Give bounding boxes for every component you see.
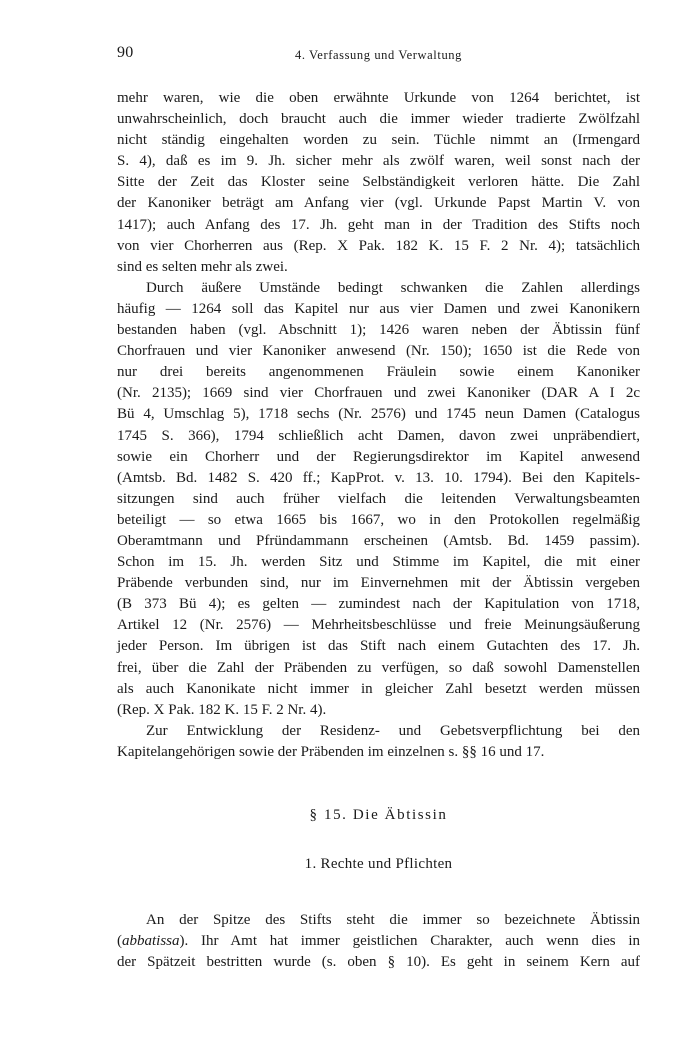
paragraph-1 — [117, 88, 640, 278]
text-line: Artikel 12 (Nr. 2576) — Mehrheitsbeschlüsse und freie Meinungsäußerung — [117, 617, 640, 634]
text-line: nur drei bereits angenommenen Fräulein sowie einem Kanoniker — [117, 364, 640, 381]
text-line: nicht ständig eingehalten worden zu sein. Tüchle nimmt an (Irmengard — [117, 132, 640, 149]
subsection-heading: 1. Rechte und Pflichten — [304, 856, 453, 873]
text-line: bestanden haben (vgl. Abschnitt 1); 1426 waren neben der Äbtissin fünf — [117, 322, 640, 339]
spacer — [117, 826, 640, 854]
text-line: 1745 S. 366), 1794 schließlich acht Damen, davon zwei unpräbendiert, — [117, 427, 640, 444]
text-line: (Nr. 2135); 1669 sind vier Chorfrauen und zwei Kanoniker (DAR A I 2c — [117, 385, 640, 402]
text-line: (Rep. X Pak. 182 K. 15 F. 2 Nr. 4). — [117, 701, 327, 718]
text-line: häufig — 1264 soll das Kapitel nur aus vier Damen und zwei Kanonikern — [117, 300, 640, 317]
text-line: 1417); auch Anfang des 17. Jh. geht man in der Tradition des Stifts noch — [117, 216, 640, 233]
text-line: sitzungen sind auch früher vielfach die leitenden Verwaltungsbeamten — [117, 490, 640, 507]
spacer — [117, 763, 640, 805]
text-line: von vier Chorherren aus (Rep. X Pak. 182 K. 15 F. 2 Nr. 4); tatsächlich — [117, 237, 640, 254]
text-line: Chorfrauen und vier Kanoniker anwesend (Nr. 150); 1650 ist die Rede von — [117, 343, 640, 360]
text-line: als auch Kanonikate nicht immer in gleicher Zahl besetzt werden müssen — [117, 680, 640, 697]
text-line: frei, über die Zahl der Präbenden zu verfügen, so daß sowohl Damenstellen — [117, 659, 640, 676]
text-line: sind es selten mehr als zwei. — [117, 258, 288, 275]
text-line: der Kanoniker beträgt am Anfang vier (vgl. Urkunde Papst Martin V. von — [117, 195, 640, 212]
text-line: (Amtsb. Bd. 1482 S. 420 ff.; KapProt. v. 13. 10. 1794). Bei den Kapitels- — [117, 469, 640, 486]
text-line: mehr waren, wie die oben erwähnte Urkunde von 1264 berichtet, ist — [117, 90, 640, 106]
text-line: Schon im 15. Jh. werden Sitz und Stimme im Kapitel, die mit einer — [117, 554, 640, 571]
spacer — [117, 875, 640, 910]
text-run: ). Ihr Amt hat immer geistlichen Charakter, auch wenn dies in — [179, 933, 640, 950]
latin-term: abbatissa — [122, 933, 180, 950]
text-line: (B 373 Bü 4); es gelten — zumindest nach der Kapitulation von 1718, — [117, 596, 640, 613]
running-title: 4. Verfassung und Verwaltung — [294, 48, 462, 62]
text-line: S. 4), daß es im 9. Jh. sicher mehr als zwölf waren, weil sonst nach der — [117, 153, 640, 170]
text-line: Kapitelangehörigen sowie der Präbenden im einzelnen s. §§ 16 und 17. — [117, 743, 545, 760]
text-line: Oberamtmann und Pfründammann erscheinen (Amtsb. Bd. 1459 passim). — [117, 532, 640, 549]
text-line: Bü 4, Umschlag 5), 1718 sechs (Nr. 2576) und 1745 neun Damen (Catalogus — [117, 406, 640, 423]
paragraph-4 — [117, 910, 640, 973]
text-line — [117, 931, 640, 952]
paragraph-2 — [117, 278, 640, 721]
text-line: Präbende verbunden sind, nur im Einvernehmen mit der Äbtissin vergeben — [117, 575, 640, 592]
paragraph-3 — [117, 721, 640, 763]
text-line: Durch äußere Umstände bedingt schwanken die Zahlen allerdings — [146, 279, 640, 296]
text-run: ( — [117, 933, 122, 950]
text-line: der Spätzeit bestritten wurde (s. oben § 10). Es geht in seinem Kern auf — [117, 954, 640, 971]
text-line: Sitte der Zeit das Kloster seine Selbständigkeit verloren hätte. Die Zahl — [117, 174, 640, 191]
text-line: beteiligt — so etwa 1665 bis 1667, wo in den Protokollen regelmäßig — [117, 511, 640, 528]
page-number: 90 — [117, 44, 134, 61]
text-line: Zur Entwicklung der Residenz- und Gebetsverpflichtung bei den — [146, 722, 640, 739]
text-line: unwahrscheinlich, doch braucht auch die immer wieder tradierte Zwölfzahl — [117, 111, 640, 128]
text-line: sowie ein Chorherr und der Regierungsdirektor im Kapitel anwesend — [117, 448, 640, 465]
text-line: An der Spitze des Stifts steht die immer so bezeichnete Äbtissin — [146, 912, 640, 929]
text-block — [117, 88, 640, 973]
text-line: jeder Person. Im übrigen ist das Stift nach einem Gutachten des 17. Jh. — [117, 638, 640, 655]
section-heading: § 15. Die Äbtissin — [309, 807, 448, 823]
